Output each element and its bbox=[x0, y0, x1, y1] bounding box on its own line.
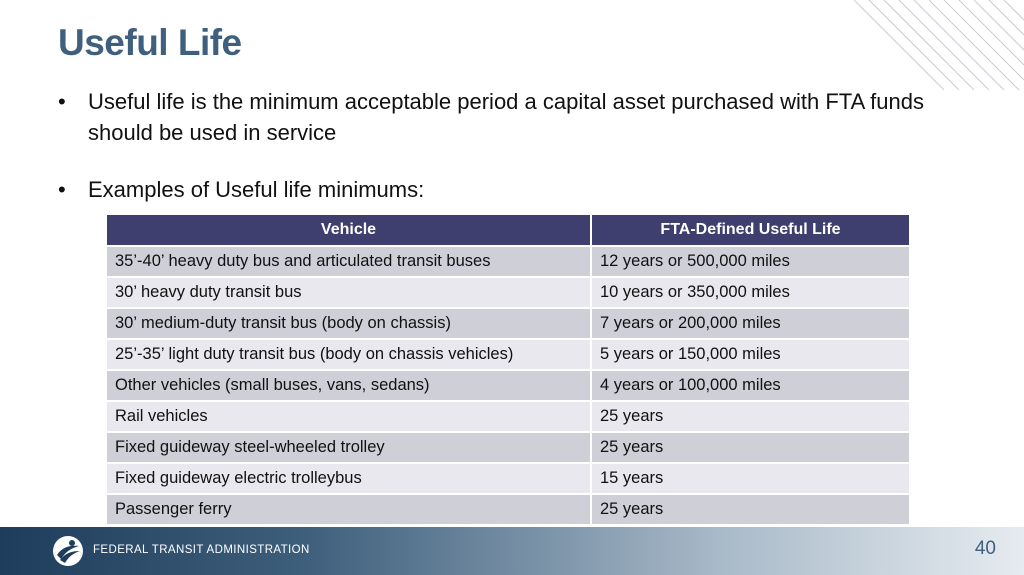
cell-useful-life: 10 years or 350,000 miles bbox=[591, 277, 909, 308]
cell-vehicle: Passenger ferry bbox=[107, 494, 591, 524]
bullet-list bbox=[58, 86, 938, 205]
cell-useful-life: 4 years or 100,000 miles bbox=[591, 370, 909, 401]
table-row bbox=[107, 277, 909, 308]
cell-useful-life: 25 years bbox=[591, 401, 909, 432]
table-row bbox=[107, 246, 909, 277]
cell-useful-life: 15 years bbox=[591, 463, 909, 494]
cell-vehicle: 30’ heavy duty transit bus bbox=[107, 277, 591, 308]
bullet-icon: • bbox=[58, 177, 66, 202]
cell-vehicle: Other vehicles (small buses, vans, sedans) bbox=[107, 370, 591, 401]
cell-vehicle: Rail vehicles bbox=[107, 401, 591, 432]
table-row bbox=[107, 339, 909, 370]
cell-vehicle: Fixed guideway steel-wheeled trolley bbox=[107, 432, 591, 463]
table-header-row bbox=[107, 215, 909, 246]
bullet-text: Examples of Useful life minimums: bbox=[88, 177, 425, 202]
cell-useful-life: 25 years bbox=[591, 494, 909, 524]
cell-vehicle: Fixed guideway electric trolleybus bbox=[107, 463, 591, 494]
dot-logo-icon bbox=[52, 535, 84, 567]
cell-useful-life: 25 years bbox=[591, 432, 909, 463]
cell-vehicle: 35’-40’ heavy duty bus and articulated transit buses bbox=[107, 246, 591, 277]
header-vehicle: Vehicle bbox=[107, 215, 591, 246]
table-row bbox=[107, 308, 909, 339]
cell-useful-life: 5 years or 150,000 miles bbox=[591, 339, 909, 370]
table-row bbox=[107, 370, 909, 401]
cell-vehicle: 25’-35’ light duty transit bus (body on chassis vehicles) bbox=[107, 339, 591, 370]
bullet-icon: • bbox=[58, 89, 66, 114]
table-row bbox=[107, 494, 909, 524]
table-row bbox=[107, 401, 909, 432]
slide-title: Useful Life bbox=[58, 22, 242, 63]
page-number: 40 bbox=[974, 538, 996, 559]
cell-useful-life: 12 years or 500,000 miles bbox=[591, 246, 909, 277]
table-row bbox=[107, 463, 909, 494]
decorative-corner-lines bbox=[824, 0, 1024, 90]
bullet-item-examples bbox=[58, 174, 938, 205]
footer-bar bbox=[0, 527, 1024, 575]
cell-useful-life: 7 years or 200,000 miles bbox=[591, 308, 909, 339]
bullet-text: Useful life is the minimum acceptable period a capital asset purchased with FTA funds should be used in service bbox=[88, 89, 924, 145]
footer-organization: FEDERAL TRANSIT ADMINISTRATION bbox=[93, 544, 310, 556]
bullet-item-definition bbox=[58, 86, 938, 148]
header-useful-life: FTA-Defined Useful Life bbox=[591, 215, 909, 246]
table-row bbox=[107, 432, 909, 463]
cell-vehicle: 30’ medium-duty transit bus (body on chassis) bbox=[107, 308, 591, 339]
useful-life-table bbox=[107, 215, 909, 524]
